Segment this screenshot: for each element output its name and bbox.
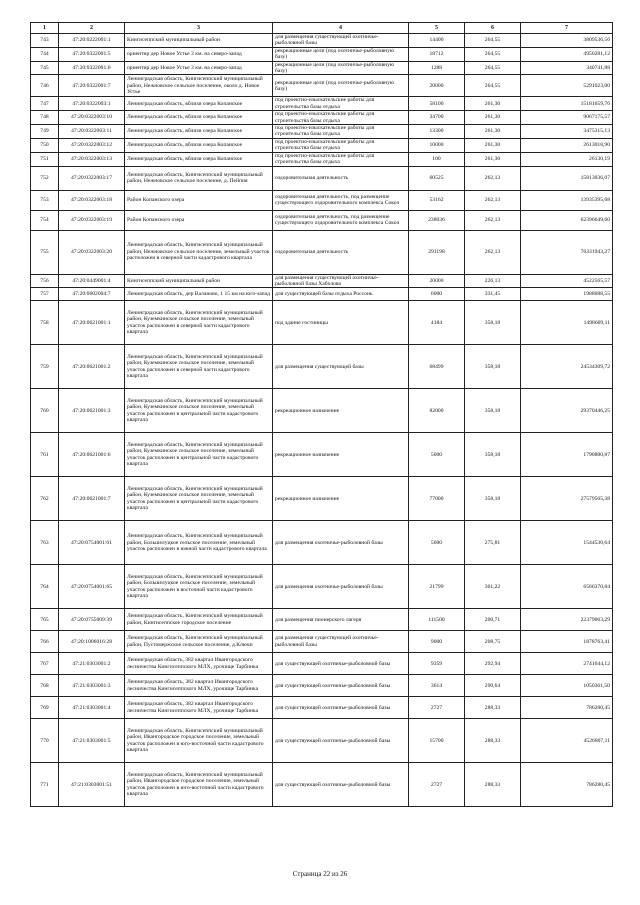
cadastral-number: 47:20:0621001:3: [59, 389, 125, 433]
cadastral-number: 47:20:0322003:18: [59, 190, 125, 210]
usage-cell: рекреационные цели (под охотничье-рыболовную базу): [273, 47, 409, 61]
cadastral-number: 47:20:0621001:2: [59, 345, 125, 389]
usage-cell: рекреационные цели (под охотничье-рыболовную базу): [273, 61, 409, 75]
location-cell: Ленинградская область, Кингисеппский муниципальный район, Куземкинское сельское поселение, земельный участок расположен в центральной части кадастрового квартала: [125, 389, 273, 433]
location-cell: Ленинградская область, Кингисеппский муниципальный район, Куземкинское сельское поселение, земельный участок расположен в северной части кадастрового квартала: [125, 301, 273, 345]
usage-cell: для существующей охотничье-рыболовной базы: [273, 697, 409, 719]
area-cell: 4184: [409, 301, 465, 345]
data-table: [30, 22, 613, 807]
area-cell: 21799: [409, 565, 465, 609]
row-number: 745: [31, 61, 59, 75]
value-cell: 76331943,27: [521, 230, 613, 274]
row-number: 768: [31, 675, 59, 697]
rate-cell: 264,55: [465, 47, 521, 61]
table-row: [31, 210, 613, 230]
row-number: 752: [31, 166, 59, 190]
rate-cell: 331,45: [465, 288, 521, 301]
cadastral-number: 47:20:0449001:4: [59, 274, 125, 288]
usage-cell: под проектно-изыскательские работы для строительства базы отдыха: [273, 97, 409, 111]
location-cell: Ленинградская область, вблизи озера Копанское: [125, 138, 273, 152]
value-cell: 2741644,12: [521, 653, 613, 675]
rate-cell: 288,33: [465, 719, 521, 763]
value-cell: 22379063,29: [521, 609, 613, 631]
location-cell: Ленинградская область, Кингисеппский муниципальный район, Нежновское сельское поселение, д. Пейпия: [125, 166, 273, 190]
row-number: 762: [31, 477, 59, 521]
row-number: 761: [31, 433, 59, 477]
usage-cell: оздоровительная деятельность, под размещение существующего оздоровительного комплекса Сокол: [273, 190, 409, 210]
usage-cell: под проектно-изыскательские работы для строительства базы отдыха: [273, 125, 409, 139]
area-cell: 9359: [409, 653, 465, 675]
cadastral-number: 47:20:1006016:28: [59, 631, 125, 653]
cadastral-number: 47:21:0303001:51: [59, 763, 125, 807]
table-row: [31, 631, 613, 653]
cadastral-number: 47:20:0755009:39: [59, 609, 125, 631]
cadastral-number: 47:20:0322001:6: [59, 61, 125, 75]
usage-cell: рекреационное назначение: [273, 389, 409, 433]
header-cell: 3: [125, 23, 273, 34]
row-number: 756: [31, 274, 59, 288]
cadastral-number: 47:20:0754001:61: [59, 521, 125, 565]
rate-cell: 264,55: [465, 61, 521, 75]
usage-cell: для размещения пионерского лагеря: [273, 609, 409, 631]
rate-cell: 358,18: [465, 301, 521, 345]
row-number: 748: [31, 111, 59, 125]
table-row: [31, 61, 613, 75]
rate-cell: 262,13: [465, 230, 521, 274]
table-row: [31, 47, 613, 61]
rate-cell: 261,30: [465, 111, 521, 125]
cadastral-number: 47:20:0621001:1: [59, 301, 125, 345]
row-number: 767: [31, 653, 59, 675]
cadastral-number: 47:20:0602004:7: [59, 288, 125, 301]
row-number: 753: [31, 190, 59, 210]
usage-cell: под проектно-изыскательские работы для строительства базы отдыха: [273, 111, 409, 125]
rate-cell: 261,30: [465, 152, 521, 166]
cadastral-number: 47:20:0754001:65: [59, 565, 125, 609]
table-row: [31, 34, 613, 48]
area-cell: 2727: [409, 697, 465, 719]
value-cell: 1988688,55: [521, 288, 613, 301]
location-cell: Ленинградская область, Кингисеппский муниципальный район, Пустомержское сельское поселение, д.Ключи: [125, 631, 273, 653]
table-row: [31, 230, 613, 274]
value-cell: 26130,19: [521, 152, 613, 166]
value-cell: 2613018,90: [521, 138, 613, 152]
table-row: [31, 719, 613, 763]
rate-cell: 226,13: [465, 274, 521, 288]
area-cell: 5000: [409, 433, 465, 477]
value-cell: 15813036,07: [521, 166, 613, 190]
value-cell: 15181659,76: [521, 97, 613, 111]
value-cell: 3475315,13: [521, 125, 613, 139]
table-row: [31, 521, 613, 565]
cadastral-number: 47:20:0621001:6: [59, 433, 125, 477]
cadastral-number: 47:20:0322003:10: [59, 111, 125, 125]
value-cell: 24534309,72: [521, 345, 613, 389]
value-cell: 6566370,84: [521, 565, 613, 609]
area-cell: 291198: [409, 230, 465, 274]
row-number: 764: [31, 565, 59, 609]
row-number: 760: [31, 389, 59, 433]
value-cell: 5291023,00: [521, 75, 613, 97]
rate-cell: 200,71: [465, 609, 521, 631]
location-cell: Ленинградская область, 382 квартал Ивангородского лесничества Кингисеппского МЛХ, урочище Тарбинка: [125, 653, 273, 675]
cadastral-number: 47:20:0222001:1: [59, 34, 125, 48]
area-cell: 3614: [409, 675, 465, 697]
value-cell: 1498609,11: [521, 301, 613, 345]
row-number: 770: [31, 719, 59, 763]
value-cell: 27579565,38: [521, 477, 613, 521]
location-cell: Район Копанского озера: [125, 210, 273, 230]
area-cell: 6000: [409, 288, 465, 301]
header-cell: 6: [465, 23, 521, 34]
rate-cell: 288,33: [465, 763, 521, 807]
location-cell: ориентир дер Новое Устье 3 км. на северо-запад: [125, 61, 273, 75]
area-cell: 13300: [409, 125, 465, 139]
table-row: [31, 763, 613, 807]
rate-cell: 264,55: [465, 75, 521, 97]
area-cell: 77000: [409, 477, 465, 521]
location-cell: Кингисеппский муниципальный район: [125, 34, 273, 48]
header-row: [31, 23, 613, 34]
header-cell: 1: [31, 23, 59, 34]
value-cell: 4522565,57: [521, 274, 613, 288]
rate-cell: 358,18: [465, 389, 521, 433]
location-cell: Ленинградская область, вблизи озера Копанское: [125, 111, 273, 125]
location-cell: Ленинградская область, Кингисеппский муниципальный район, Кингисеппское городское поселение: [125, 609, 273, 631]
rate-cell: 262,13: [465, 210, 521, 230]
rate-cell: 275,81: [465, 521, 521, 565]
cadastral-number: 47:21:0303001:4: [59, 697, 125, 719]
table-row: [31, 389, 613, 433]
row-number: 763: [31, 521, 59, 565]
row-number: 747: [31, 97, 59, 111]
area-cell: 5600: [409, 521, 465, 565]
usage-cell: под проектно-изыскательские работы для строительства базы отдыха: [273, 152, 409, 166]
cadastral-number: 47:21:0303001:3: [59, 675, 125, 697]
usage-cell: для существующей охотничье-рыболовной базы: [273, 763, 409, 807]
row-number: 766: [31, 631, 59, 653]
usage-cell: для существующей охотничье-рыболовной базы: [273, 653, 409, 675]
rate-cell: 358,18: [465, 477, 521, 521]
table-row: [31, 653, 613, 675]
table-row: [31, 697, 613, 719]
rate-cell: 358,18: [465, 433, 521, 477]
usage-cell: для размещения существующей охотничье-рыболовной базы: [273, 34, 409, 48]
usage-cell: рекреационное назначение: [273, 433, 409, 477]
row-number: 759: [31, 345, 59, 389]
row-number: 765: [31, 609, 59, 631]
location-cell: Ленинградская область, Кингисеппский муниципальный район, Ивангородское городское поселение, земельный участок расположен в юго-восточной части кадастрового квартала: [125, 763, 273, 807]
cadastral-number: 47:20:0322003:12: [59, 138, 125, 152]
table-row: [31, 138, 613, 152]
table-row: [31, 190, 613, 210]
header-cell: 5: [409, 23, 465, 34]
cadastral-number: 47:21:0303001:2: [59, 653, 125, 675]
row-number: 758: [31, 301, 59, 345]
area-cell: 68499: [409, 345, 465, 389]
table-row: [31, 433, 613, 477]
value-cell: 1544530,64: [521, 521, 613, 565]
rate-cell: 358,18: [465, 345, 521, 389]
rate-cell: 261,30: [465, 125, 521, 139]
table-row: [31, 345, 613, 389]
cadastral-number: 47:20:0322003:20: [59, 230, 125, 274]
cadastral-number: 47:20:0322001:5: [59, 47, 125, 61]
value-cell: 29370446,25: [521, 389, 613, 433]
usage-cell: под здание гостиницы: [273, 301, 409, 345]
row-number: 749: [31, 125, 59, 139]
area-cell: 58100: [409, 97, 465, 111]
table-row: [31, 288, 613, 301]
cadastral-number: 47:20:0621001:7: [59, 477, 125, 521]
table-row: [31, 477, 613, 521]
table-row: [31, 565, 613, 609]
location-cell: Кингисеппский муниципальный район: [125, 274, 273, 288]
cadastral-number: 47:20:0322003:17: [59, 166, 125, 190]
usage-cell: рекреационное назначение: [273, 477, 409, 521]
location-cell: Ленинградская область, Кингисеппский муниципальный район, Куземкинское сельское поселение, земельный участок расположен в центральной части кадастрового квартала: [125, 433, 273, 477]
location-cell: Ленинградская область, дер Валаново, 1 15 км на юго-запад: [125, 288, 273, 301]
rate-cell: 264,55: [465, 34, 521, 48]
row-number: 746: [31, 75, 59, 97]
area-cell: 60525: [409, 166, 465, 190]
row-number: 757: [31, 288, 59, 301]
location-cell: Ленинградская область, вблизи озера Копанское: [125, 125, 273, 139]
cadastral-number: 47:20:0322001:7: [59, 75, 125, 97]
location-cell: Ленинградская область, вблизи озера Копанское: [125, 97, 273, 111]
header-cell: 4: [273, 23, 409, 34]
usage-cell: для размещения существующей базы: [273, 345, 409, 389]
row-number: 769: [31, 697, 59, 719]
usage-cell: оздоровительная деятельность: [273, 230, 409, 274]
usage-cell: для размещения существующей охотничье-рыболовной базы Хаболово: [273, 274, 409, 288]
table-row: [31, 166, 613, 190]
value-cell: 1050361,50: [521, 675, 613, 697]
location-cell: Ленинградская область, Кингисеппский муниципальный район, Ивангородское городское поселение, земельный участок расположен в юго-восточной части кадастрового квартала: [125, 719, 273, 763]
cadastral-number: 47:20:0322003:11: [59, 125, 125, 139]
area-cell: 1288: [409, 61, 465, 75]
area-cell: 15700: [409, 719, 465, 763]
location-cell: Ленинградская область, Кингисеппский муниципальный район, Большелуцкое сельское поселение, земельный участок расположен в южной части кадастрового квартала: [125, 521, 273, 565]
area-cell: 20000: [409, 274, 465, 288]
rate-cell: 262,13: [465, 190, 521, 210]
rate-cell: 261,30: [465, 97, 521, 111]
usage-cell: под проектно-изыскательские работы для строительства базы отдыха: [273, 138, 409, 152]
cadastral-number: 47:20:0322003:1: [59, 97, 125, 111]
location-cell: Ленинградская область, вблизи озера Копанское: [125, 152, 273, 166]
value-cell: 786280,45: [521, 763, 613, 807]
location-cell: ориентир дер Новое Устье 3 км. на северо-запад: [125, 47, 273, 61]
rate-cell: 261,30: [465, 138, 521, 152]
table-row: [31, 75, 613, 97]
page-footer: Страница 22 из 26: [292, 870, 348, 878]
location-cell: Ленинградская область, Кингисеппский муниципальный район, Нежновское сельское поселение, около д. Новое Устье: [125, 75, 273, 97]
location-cell: Ленинградская область, Кингисеппский муниципальный район, Большелуцкое сельское поселение, земельный участок расположен в восточной части кадастрового квартала: [125, 565, 273, 609]
row-number: 751: [31, 152, 59, 166]
table-row: [31, 97, 613, 111]
value-cell: 1878763,41: [521, 631, 613, 653]
area-cell: 53162: [409, 190, 465, 210]
table-row: [31, 111, 613, 125]
area-cell: 111500: [409, 609, 465, 631]
value-cell: 62396649,60: [521, 210, 613, 230]
area-cell: 9000: [409, 631, 465, 653]
usage-cell: для существующей базы отдыха Россонь: [273, 288, 409, 301]
location-cell: Ленинградская область, 382 квартал Ивангородского лесничества Кингисеппского МЛХ, урочище Тарбинка: [125, 675, 273, 697]
row-number: 743: [31, 34, 59, 48]
area-cell: 18712: [409, 47, 465, 61]
location-cell: Район Копанского озера: [125, 190, 273, 210]
value-cell: 340741,88: [521, 61, 613, 75]
value-cell: 13935395,68: [521, 190, 613, 210]
location-cell: Ленинградская область, Кингисеппский муниципальный район, Куземкинское сельское поселение, земельный участок расположен в северной части кадастрового квартала: [125, 345, 273, 389]
value-cell: 1790880,87: [521, 433, 613, 477]
cadastral-number: 47:21:0303001:5: [59, 719, 125, 763]
rate-cell: 290,64: [465, 675, 521, 697]
rate-cell: 262,13: [465, 166, 521, 190]
usage-cell: для размещения существующей охотничье-рыболовной базы: [273, 631, 409, 653]
table-row: [31, 152, 613, 166]
table-row: [31, 125, 613, 139]
area-cell: 238036: [409, 210, 465, 230]
usage-cell: для существующей охотничье-рыболовной базы: [273, 675, 409, 697]
rate-cell: 288,33: [465, 697, 521, 719]
table-row: [31, 609, 613, 631]
area-cell: 20000: [409, 75, 465, 97]
usage-cell: оздоровительная деятельность, под размещение существующего оздоровительного комплекса Сокол: [273, 210, 409, 230]
rate-cell: 292,94: [465, 653, 521, 675]
area-cell: 10000: [409, 138, 465, 152]
usage-cell: рекреационные цели (под охотничье-рыболовную базу): [273, 75, 409, 97]
rate-cell: 301,22: [465, 565, 521, 609]
row-number: 744: [31, 47, 59, 61]
area-cell: 100: [409, 152, 465, 166]
usage-cell: для размещения охотничье-рыболовной базы: [273, 521, 409, 565]
header-cell: 2: [59, 23, 125, 34]
row-number: 750: [31, 138, 59, 152]
table-row: [31, 274, 613, 288]
cadastral-number: 47:20:0322003:13: [59, 152, 125, 166]
row-number: 754: [31, 210, 59, 230]
header-cell: 7: [521, 23, 613, 34]
rate-cell: 208,75: [465, 631, 521, 653]
table-row: [31, 301, 613, 345]
row-number: 755: [31, 230, 59, 274]
usage-cell: для существующей охотничье-рыболовной базы: [273, 719, 409, 763]
location-cell: Ленинградская область, Кингисеппский муниципальный район, Куземкинское сельское поселение, земельный участок расположен в центральной части кадастрового квартала: [125, 477, 273, 521]
location-cell: Ленинградская область, 382 квартал Ивангородского лесничества Кингисеппского МЛХ, урочище Тарбинка: [125, 697, 273, 719]
table-row: [31, 675, 613, 697]
value-cell: 786280,45: [521, 697, 613, 719]
value-cell: 4950281,12: [521, 47, 613, 61]
row-number: 771: [31, 763, 59, 807]
value-cell: 3809536,56: [521, 34, 613, 48]
usage-cell: для размещения охотничье-рыболовной базы: [273, 565, 409, 609]
area-cell: 14400: [409, 34, 465, 48]
cadastral-number: 47:20:0322003:19: [59, 210, 125, 230]
area-cell: 82000: [409, 389, 465, 433]
value-cell: 9067175,57: [521, 111, 613, 125]
location-cell: Ленинградская область, Кингисеппский муниципальный район, Нежновское сельское поселение, земельный участок расположен в северной части кадастрового квартала: [125, 230, 273, 274]
value-cell: 4526807,11: [521, 719, 613, 763]
area-cell: 2727: [409, 763, 465, 807]
usage-cell: оздоровительная деятельность: [273, 166, 409, 190]
area-cell: 34700: [409, 111, 465, 125]
